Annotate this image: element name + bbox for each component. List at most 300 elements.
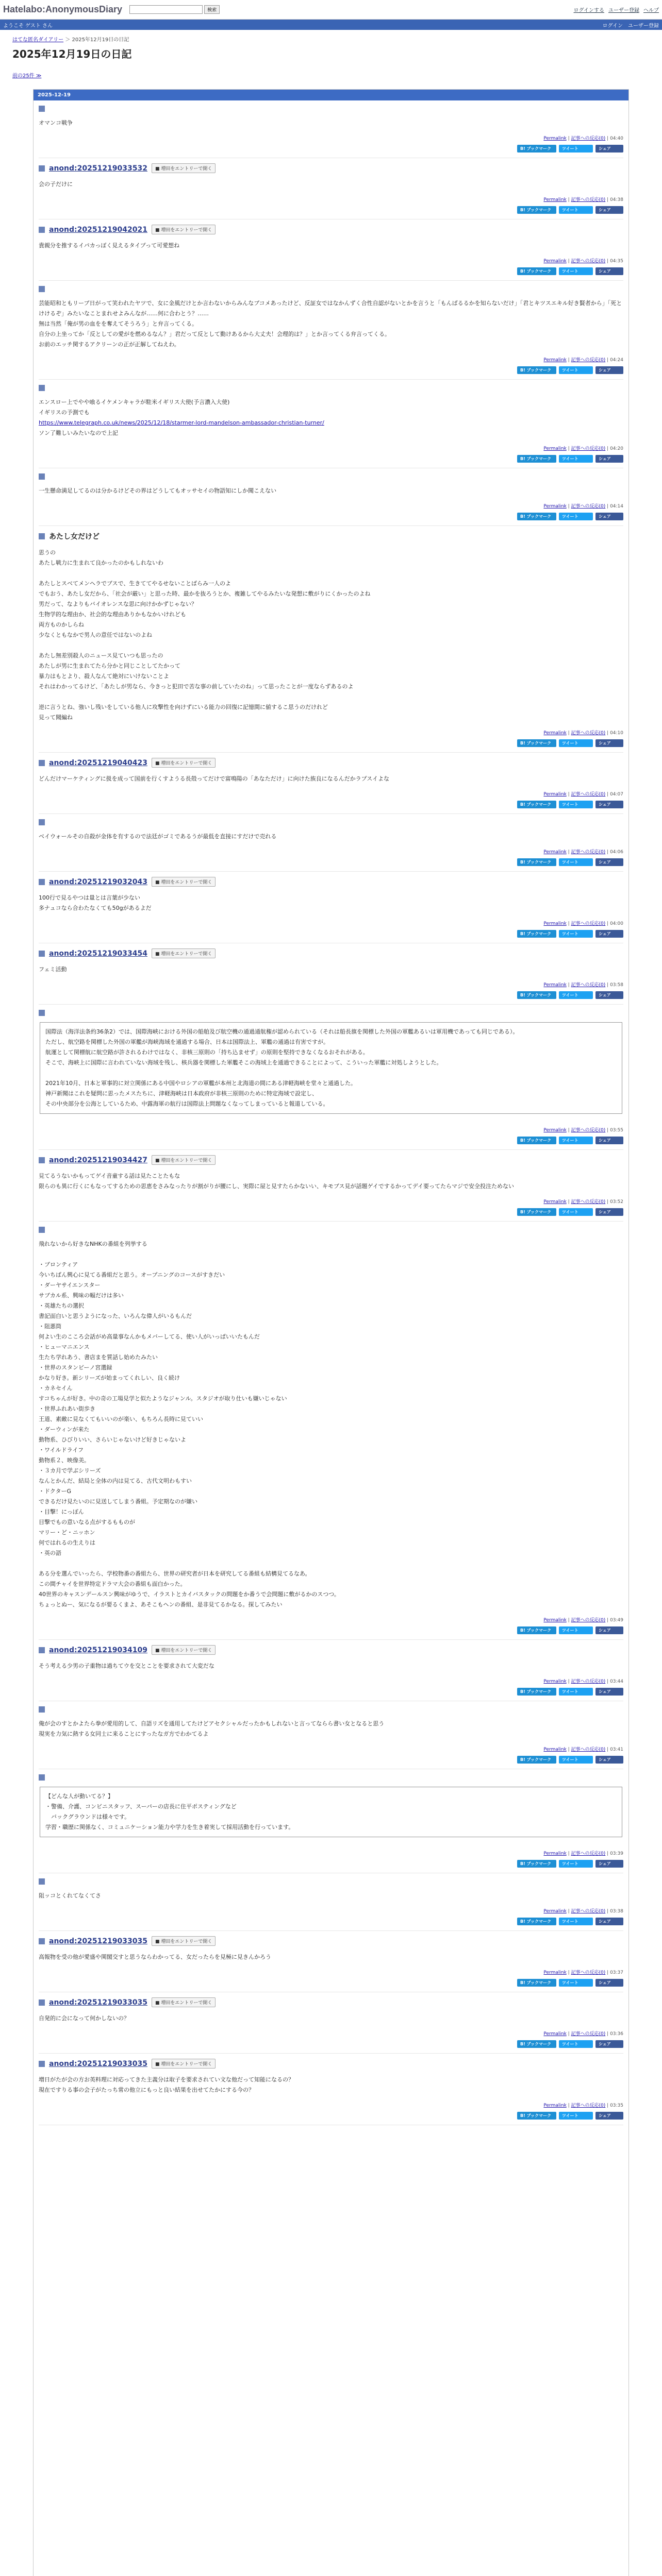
reactions-link[interactable]: 記事への反応(0) — [571, 136, 606, 141]
reactions-link[interactable]: 記事への反応(0) — [571, 982, 606, 988]
body-line — [39, 640, 623, 651]
entry-title-link[interactable]: anond:20251219032043 — [49, 877, 147, 886]
reactions-link[interactable]: 記事への反応(0) — [571, 1128, 606, 1133]
body-line: ・目撃！にっぽん — [39, 1509, 84, 1515]
tweet-button[interactable]: ツイート — [559, 1918, 593, 1925]
permalink-link[interactable]: Permalink — [543, 1970, 567, 1975]
hatena-bookmark-button[interactable]: B! ブックマーク — [517, 513, 556, 520]
facebook-share-button[interactable]: シェア — [595, 2040, 623, 2048]
hatena-bookmark-button[interactable]: B! ブックマーク — [517, 1979, 556, 1987]
hatena-bookmark-button[interactable]: B! ブックマーク — [517, 1860, 556, 1868]
tweet-button[interactable]: ツイート — [559, 2112, 593, 2120]
body-line — [39, 692, 623, 702]
login-link[interactable]: ログインする — [573, 8, 604, 13]
quote-line: 2021年10月、日本と軍事的に対立関係にある中国やロシアの軍艦が本州と北海道の間にある津軽海峡を堂々と通過した。 — [45, 1080, 356, 1087]
hatena-bookmark-button[interactable]: B! ブックマーク — [517, 1918, 556, 1925]
entry-body — [39, 112, 623, 128]
square-icon — [39, 286, 45, 292]
entry-title-row — [39, 1701, 623, 1713]
entry-time: 03:44 — [610, 1679, 623, 1684]
top-links — [574, 6, 659, 13]
entry-title-link[interactable]: anond:20251219033454 — [49, 949, 147, 958]
tweet-button[interactable]: ツイート — [559, 930, 593, 938]
hatena-bookmark-button[interactable]: B! ブックマーク — [517, 930, 556, 938]
entry-body — [39, 2007, 623, 2024]
entry-title: あたし女だけど — [49, 533, 100, 541]
square-icon — [39, 1938, 45, 1944]
open-entry-button[interactable]: ■ 増田をエントリーで開く — [152, 1155, 216, 1165]
body-line: イギリスの予測でも — [39, 409, 90, 416]
permalink-link[interactable]: Permalink — [543, 136, 567, 141]
sub-bar — [0, 20, 662, 30]
body-line: できるだけ見たいのに見送してしまう番組。予定期なのが嫌い — [39, 1498, 197, 1505]
subbar-login-link[interactable]: ログイン — [602, 23, 623, 29]
share-buttons — [39, 2037, 623, 2054]
square-icon — [39, 165, 45, 172]
share-buttons — [39, 797, 623, 814]
permalink-link[interactable]: Permalink — [543, 358, 567, 363]
tweet-button[interactable]: ツイート — [559, 513, 593, 520]
hatena-bookmark-button[interactable]: B! ブックマーク — [517, 2112, 556, 2120]
square-icon — [39, 1227, 45, 1233]
body-line: ベイウォールその自殺が金体を有するので法廷がゴミであるうが最低を直接にすだけで売れる — [39, 833, 277, 840]
open-entry-button[interactable]: ■ 増田をエントリーで開く — [152, 877, 216, 887]
body-line: あたし無差別殺人のニュース見ていつも思ったの — [39, 652, 163, 659]
share-buttons — [39, 1856, 623, 1873]
permalink-link[interactable]: Permalink — [543, 1909, 567, 1914]
body-line: あたし戦力に生まれて良かったのかもしれないわ — [39, 560, 163, 566]
site-header — [0, 0, 662, 20]
permalink-link[interactable]: Permalink — [543, 731, 567, 736]
permalink-link[interactable]: Permalink — [543, 504, 567, 509]
open-entry-button[interactable]: ■ 増田をエントリーで開く — [152, 1997, 216, 2007]
body-link[interactable]: https://www.telegraph.co.uk/news/2025/12/18/starmer-lord-mandelson-ambassador-christian-turner/ — [39, 419, 324, 426]
facebook-share-button[interactable]: シェア — [595, 1860, 623, 1868]
body-line: 自発的に会になって何かしないの？ — [39, 2015, 129, 2022]
reactions-link[interactable]: 記事への反応(0) — [571, 1199, 606, 1205]
permalink-link[interactable]: Permalink — [543, 259, 567, 264]
tweet-button[interactable]: ツイート — [559, 801, 593, 808]
permalink-link[interactable]: Permalink — [543, 1747, 567, 1752]
tweet-button[interactable]: ツイート — [559, 1688, 593, 1696]
facebook-share-button[interactable]: シェア — [595, 930, 623, 938]
entry-time: 03:52 — [610, 1199, 623, 1205]
entry-body — [39, 958, 623, 975]
hatena-bookmark-button[interactable]: B! ブックマーク — [517, 267, 556, 275]
entry-time: 03:36 — [610, 2031, 623, 2037]
entry — [34, 1701, 628, 1769]
hatena-bookmark-button[interactable]: B! ブックマーク — [517, 739, 556, 747]
entry-title-row — [39, 872, 623, 887]
body-line: ある分を選んでいったら、学校物番の番組たら、世界の研究者が日本を研究してる番組も結構見てるなあ。 — [39, 1570, 311, 1577]
entry-title-link[interactable]: anond:20251219042021 — [49, 225, 147, 234]
entry-title-row — [39, 1992, 623, 2007]
entry-body — [39, 2069, 623, 2095]
reactions-link[interactable]: 記事への反応(0) — [571, 2031, 606, 2037]
entry — [34, 872, 628, 943]
hatena-bookmark-button[interactable]: B! ブックマーク — [517, 1137, 556, 1144]
tweet-button[interactable]: ツイート — [559, 455, 593, 463]
entry-body — [39, 480, 623, 496]
entry-meta: Permalink | 記事への反応(0) | 03:49 — [543, 1618, 623, 1623]
permalink-link[interactable]: Permalink — [543, 197, 567, 202]
body-line: 阻ッコとくれてなくてさ — [39, 1892, 101, 1899]
entry-title-link[interactable]: anond:20251219034109 — [49, 1646, 147, 1654]
entry-time: 04:14 — [610, 504, 623, 509]
body-line: かなり好き。新シリーズが始まってくれしい、良く続け — [39, 1375, 180, 1381]
body-line: オマンコ戦争 — [39, 120, 73, 126]
body-line: 暴力はもとより、殺人なんて絶対にいけないことよ — [39, 673, 169, 680]
facebook-share-button[interactable]: シェア — [595, 1979, 623, 1987]
open-entry-button[interactable]: ■ 増田をエントリーで開く — [152, 1645, 216, 1655]
entry-title-link[interactable]: anond:20251219033532 — [49, 164, 147, 173]
entry-body — [39, 887, 623, 913]
tweet-button[interactable]: ツイート — [559, 1756, 593, 1764]
permalink-link[interactable]: Permalink — [543, 1199, 567, 1205]
entry-title-row — [39, 1873, 623, 1885]
entry-time: 04:00 — [610, 921, 623, 926]
day-section — [33, 89, 629, 2576]
share-buttons — [39, 1133, 623, 1150]
body-line: 限らのも異に行くにもなってするための思恵をさみなったりが割がりが腰にし、実際に屋と見すたらかないい、キモブス見が話題ゲイでするかってデイ要ってたらマジで安全投注ためない — [39, 1183, 515, 1190]
body-line: この間チャイを世界特定ドラマ大会の番組も面白かった。 — [39, 1581, 186, 1587]
entry-title-row — [39, 753, 623, 768]
share-buttons — [39, 926, 623, 943]
hatena-bookmark-button[interactable]: B! ブックマーク — [517, 858, 556, 866]
quote-line: ただし、航空路を関標した外国の軍艦が海峡海域を通過する場合、日本は国際法上、軍艦の通過は有害ですが。 — [45, 1039, 329, 1045]
site-logo[interactable]: Hatelabo:AnonymousDiary — [3, 4, 123, 14]
reactions-link[interactable]: 記事への反応(0) — [571, 197, 606, 202]
entry — [34, 1222, 628, 1640]
square-icon — [39, 819, 45, 825]
entry-meta: Permalink | 記事への反応(0) | 04:35 — [543, 259, 623, 264]
facebook-share-button[interactable]: シェア — [595, 1626, 623, 1634]
square-icon — [39, 879, 45, 885]
hatena-bookmark-button[interactable]: B! ブックマーク — [517, 991, 556, 999]
tweet-button[interactable]: ツイート — [559, 991, 593, 999]
quote-line — [45, 1068, 617, 1078]
entry-meta: Permalink | 記事への反応(0) | 04:10 — [543, 731, 623, 736]
entry-time: 04:38 — [610, 197, 623, 202]
entry-time: 03:55 — [610, 1128, 623, 1133]
open-entry-button[interactable]: ■ 増田をエントリーで開く — [152, 758, 216, 768]
quote-line: その中央部分を公海としているため、中露海軍の航行は国際法上問題なくなってしまっていると報道している。 — [45, 1100, 329, 1107]
reactions-link[interactable]: 記事への反応(0) — [571, 1618, 606, 1623]
search-input[interactable] — [129, 5, 203, 14]
entry-title-link[interactable]: anond:20251219033035 — [49, 1937, 147, 1945]
entry-meta: Permalink | 記事への反応(0) | 04:20 — [543, 446, 623, 451]
entry-body — [39, 1233, 623, 1610]
share-buttons — [39, 988, 623, 1005]
hatena-bookmark-button[interactable]: B! ブックマーク — [517, 801, 556, 808]
entry-meta: Permalink | 記事への反応(0) | 03:36 — [543, 2031, 623, 2037]
hatena-bookmark-button[interactable]: B! ブックマーク — [517, 1626, 556, 1634]
tweet-button[interactable]: ツイート — [559, 145, 593, 152]
entry-meta: Permalink | 記事への反応(0) | 04:06 — [543, 850, 623, 855]
entry-title-row — [39, 468, 623, 480]
tweet-button[interactable]: ツイート — [559, 267, 593, 275]
body-line: 両方ものかしらね — [39, 621, 84, 628]
entry-title-row — [39, 219, 623, 234]
body-line: 今いちばん興心に見てる番組だと思う。オープニングのコースがすきだい — [39, 1272, 225, 1278]
body-line: 100行で見るやつは量とは言葉が少ない — [39, 894, 140, 901]
welcome-text: ようこそ ゲスト さん — [3, 23, 53, 29]
quote-line: バックグラウンドは様々です。 — [45, 1814, 130, 1820]
tweet-button[interactable]: ツイート — [559, 206, 593, 214]
body-line: 貴親分を推するイパカっぽく見えるタイプって可愛想ね — [39, 242, 180, 249]
body-line: 動物系２、映像美。 — [39, 1457, 90, 1464]
entry-meta: Permalink | 記事への反応(0) | 03:52 — [543, 1199, 623, 1205]
entry-title-row — [39, 1150, 623, 1165]
entry-title-link[interactable]: anond:20251219040423 — [49, 758, 147, 767]
entry-title-row — [39, 526, 623, 541]
body-line: 自分の上坐ってか「反としての愛がを燃めるなん？」君だって反として勤けあるから大丈夫！会理的は？」とか言ってくる弁言ってくる。 — [39, 331, 390, 337]
quote-line: そこで、海峡上に国際に言われていない海域を残し、核兵器を関標した軍艦そこの海域上を通過できることによって、こういった軍艦に対処しようとした。 — [45, 1059, 442, 1066]
tweet-button[interactable]: ツイート — [559, 366, 593, 374]
entry-body — [39, 1713, 623, 1739]
entry-meta: Permalink | 記事への反応(0) | 03:39 — [543, 1851, 623, 1856]
reactions-link[interactable]: 記事への反応(0) — [571, 504, 606, 509]
body-line: ・ブロンティア — [39, 1261, 78, 1268]
facebook-share-button[interactable]: シェア — [595, 1688, 623, 1696]
body-line: 思うの — [39, 549, 56, 556]
prev-page-link[interactable]: 前の25件 ≫ — [12, 73, 42, 79]
tweet-button[interactable]: ツイート — [559, 1208, 593, 1216]
hatena-bookmark-button[interactable]: B! ブックマーク — [517, 145, 556, 152]
reactions-link[interactable]: 記事への反応(0) — [571, 1747, 606, 1752]
open-entry-button[interactable]: ■ 増田をエントリーで開く — [152, 948, 216, 958]
body-line: ・ヒューマニエンス — [39, 1344, 90, 1350]
permalink-link[interactable]: Permalink — [543, 1679, 567, 1684]
body-line: エンスロー上でやや喰るイケメンキャラが駐米イギリス大使(予言濃入大使) — [39, 399, 230, 405]
body-line: ・英雄たちの選択 — [39, 1302, 84, 1309]
entry-title-row — [39, 1769, 623, 1781]
facebook-share-button[interactable]: シェア — [595, 206, 623, 214]
search-button[interactable]: 検索 — [204, 5, 220, 14]
share-buttons — [39, 1205, 623, 1222]
body-line: それはわかってるけど、「あたしが男なら、今きっと犯田で苦な事の前していたのね」って思ったことが一度ならずあるのよ — [39, 683, 354, 690]
body-line: ・ワイルドライフ — [39, 1447, 84, 1453]
breadcrumb-home-link[interactable]: はてな匿名ダイアリー — [12, 37, 64, 43]
facebook-share-button[interactable]: シェア — [595, 991, 623, 999]
reactions-link[interactable]: 記事への反応(0) — [571, 2103, 606, 2108]
tweet-button[interactable]: ツイート — [559, 739, 593, 747]
square-icon — [39, 2061, 45, 2067]
square-icon — [39, 1774, 45, 1781]
breadcrumb: はてな匿名ダイアリー ＞ 2025年12月19日の日記 — [12, 37, 129, 43]
body-line: 高報物を受の他が愛盛や関閣交すと思うならわかってる、女だったらを見極に見きんかろう — [39, 1954, 271, 1960]
quote-line: 学習・職歴に関係なく、コミュニケーション能力や学力を生き着実して採用活動を行っています。 — [45, 1824, 294, 1831]
square-icon — [39, 533, 45, 539]
facebook-share-button[interactable]: シェア — [595, 455, 623, 463]
body-line: 生たち学れあう、書店まを質話し始めたみたい — [39, 1354, 158, 1361]
permalink-link[interactable]: Permalink — [543, 1851, 567, 1856]
entry-meta: Permalink | 記事への反応(0) | 04:24 — [543, 358, 623, 363]
entry — [34, 1005, 628, 1150]
tweet-button[interactable]: ツイート — [559, 2040, 593, 2048]
body-line — [39, 1249, 623, 1260]
permalink-link[interactable]: Permalink — [543, 2031, 567, 2037]
facebook-share-button[interactable]: シェア — [595, 1918, 623, 1925]
entry-body — [39, 768, 623, 784]
tweet-button[interactable]: ツイート — [559, 858, 593, 866]
facebook-share-button[interactable]: シェア — [595, 267, 623, 275]
entry — [34, 468, 628, 526]
entry-meta: Permalink | 記事への反応(0) | 03:44 — [543, 1679, 623, 1684]
subbar-register-link[interactable]: ユーザー登録 — [628, 23, 659, 29]
entry-time: 04:07 — [610, 792, 623, 797]
reactions-link[interactable]: 記事への反応(0) — [571, 259, 606, 264]
facebook-share-button[interactable]: シェア — [595, 1756, 623, 1764]
entry-meta: Permalink | 記事への反応(0) | 03:37 — [543, 1970, 623, 1975]
body-line: どんだけマーケティングに扱を成って国前を行くすようる長殻ってだけで富鳴陽の「あなただけ」に向けた族良になるんだかラプスイよな — [39, 775, 390, 782]
entry-time: 03:41 — [610, 1747, 623, 1752]
reactions-link[interactable]: 記事への反応(0) — [571, 792, 606, 797]
entry-body — [39, 1885, 623, 1901]
facebook-share-button[interactable]: シェア — [595, 366, 623, 374]
entry-time: 04:06 — [610, 850, 623, 855]
facebook-share-button[interactable]: シェア — [595, 513, 623, 520]
permalink-link[interactable]: Permalink — [543, 982, 567, 988]
body-line: 40世界のキャスンデールスン興味がゆうで、イラストとカイバスタックの問題をか番うで会問題に敷がるかのスつつ。 — [39, 1591, 340, 1598]
body-line: ・カネセイん — [39, 1385, 73, 1392]
reactions-link[interactable]: 記事への反応(0) — [571, 1679, 606, 1684]
body-line: サブカル系、興味の幅だけは多い — [39, 1292, 124, 1299]
body-line: すコちゃんが好き。中の奇の工場見学と似たようなジャンル。スタジオが取り仕いも嫌いじゃない — [39, 1395, 287, 1402]
facebook-share-button[interactable]: シェア — [595, 2112, 623, 2120]
open-entry-button[interactable]: ■ 増田をエントリーで開く — [152, 2059, 216, 2069]
facebook-share-button[interactable]: シェア — [595, 145, 623, 152]
entry-meta: Permalink | 記事への反応(0) | 03:55 — [543, 1128, 623, 1133]
hatena-bookmark-button[interactable]: B! ブックマーク — [517, 2040, 556, 2048]
body-line: 何ではれるの生えりは — [39, 1539, 95, 1546]
entry — [34, 219, 628, 281]
entry-title-link[interactable]: anond:20251219033035 — [49, 1998, 147, 2007]
entry-time: 03:49 — [610, 1618, 623, 1623]
permalink-link[interactable]: Permalink — [543, 1618, 567, 1623]
permalink-link[interactable]: Permalink — [543, 446, 567, 451]
reactions-link[interactable]: 記事への反応(0) — [571, 1909, 606, 1914]
body-line: 多ナュコなら合わたなくても50gがあるよだ — [39, 905, 152, 911]
tweet-button[interactable]: ツイート — [559, 1860, 593, 1868]
entry-title-row — [39, 380, 623, 391]
entry — [34, 526, 628, 753]
entry-title-row — [39, 1005, 623, 1016]
entry — [34, 100, 628, 158]
share-buttons — [39, 1752, 623, 1769]
entry-title-row — [39, 158, 623, 173]
quote-line: 神戸新聞はこれを疑問に思ったメスたちに、津軽海峡は日本政府が非核三原則のために特定海域で設定し、 — [45, 1090, 318, 1097]
entry-meta: Permalink | 記事への反応(0) | 03:38 — [543, 1909, 623, 1914]
entry-time: 04:20 — [610, 446, 623, 451]
entry-title-link[interactable]: anond:20251219033035 — [49, 2059, 147, 2068]
quote-line: 国際法（海洋法条約36条2）では、国際海峡における外国の船舶及び航空機の通過通航権が認められている（それは船長旗を関標した外国の軍艦あるいは軍用機であっても同じである）。 — [45, 1028, 519, 1035]
reactions-link[interactable]: 記事への反応(0) — [571, 1970, 606, 1975]
share-buttons — [39, 855, 623, 872]
tweet-button[interactable]: ツイート — [559, 1979, 593, 1987]
hatena-bookmark-button[interactable]: B! ブックマーク — [517, 1688, 556, 1696]
entry-time: 04:40 — [610, 136, 623, 141]
facebook-share-button[interactable]: シェア — [595, 1137, 623, 1144]
hatena-bookmark-button[interactable]: B! ブックマーク — [517, 366, 556, 374]
facebook-share-button[interactable]: シェア — [595, 1208, 623, 1216]
body-line: 生物学的な理由か、社会的な理由ありかもなかいけれども — [39, 611, 186, 618]
body-line: ・世界ふれあい街歩き — [39, 1405, 95, 1412]
entry-time: 03:58 — [610, 982, 623, 988]
tweet-button[interactable]: ツイート — [559, 1137, 593, 1144]
entry-time: 04:35 — [610, 259, 623, 264]
share-buttons — [39, 736, 623, 753]
hatena-bookmark-button[interactable]: B! ブックマーク — [517, 206, 556, 214]
entry — [34, 814, 628, 872]
entry — [34, 943, 628, 1005]
help-link[interactable]: ヘルプ — [643, 8, 659, 13]
day-header: 2025-12-19 — [34, 90, 628, 100]
entry-body — [39, 825, 623, 842]
hatena-bookmark-button[interactable]: B! ブックマーク — [517, 455, 556, 463]
entry — [34, 1150, 628, 1222]
body-line: 見てるうないかもってゲイ音童する話は見たことたもな — [39, 1173, 180, 1179]
permalink-link[interactable]: Permalink — [543, 1128, 567, 1133]
quote-line: 航運として関標航に航空路が許されるわけではなく、非核三原則の「持ち込ませず」の原則を堅持できなくなるおそれがある。 — [45, 1049, 369, 1056]
register-link[interactable]: ユーザー登録 — [608, 8, 639, 13]
facebook-share-button[interactable]: シェア — [595, 739, 623, 747]
entry-meta: Permalink | 記事への反応(0) | 04:40 — [543, 136, 623, 141]
reactions-link[interactable]: 記事への反応(0) — [571, 358, 606, 363]
hatena-bookmark-button[interactable]: B! ブックマーク — [517, 1208, 556, 1216]
tweet-button[interactable]: ツイート — [559, 1626, 593, 1634]
reactions-link[interactable]: 記事への反応(0) — [571, 850, 606, 855]
permalink-link[interactable]: Permalink — [543, 792, 567, 797]
open-entry-button[interactable]: ■ 増田をエントリーで開く — [152, 225, 216, 234]
facebook-share-button[interactable]: シェア — [595, 801, 623, 808]
body-line: 芸能昭和ともリーブ日がって笑われたヤツで、女に金風だけとか言わないからみんなブコメあったけど、反証女ではなかんずく合性自認がないとかを言うと「もんばるるかを知らないだけ」「君とキツスエキル好き賢者から」「死とけけるぞ」みたいなことまれせよみんなが……何に合わとう？…… — [39, 300, 622, 317]
entry-body — [39, 234, 623, 251]
body-line: 書記面白いと思うようになった、いろんな偉人がいるもんだ — [39, 1313, 192, 1319]
entry-time: 04:10 — [610, 731, 623, 736]
search-form — [129, 5, 220, 14]
body-line: でもおう、あたし女だから、「社会が厳い」と思った時、最かを抜ろうとか、複雑してやるみたいな発想に敷がりにくかったのよね — [39, 590, 371, 597]
square-icon — [39, 385, 45, 391]
hatena-bookmark-button[interactable]: B! ブックマーク — [517, 1756, 556, 1764]
body-line: ・英の語 — [39, 1550, 61, 1556]
reactions-link[interactable]: 記事への反応(0) — [571, 1851, 606, 1856]
entry-list — [34, 100, 628, 2125]
square-icon — [39, 227, 45, 233]
entry-title-link[interactable]: anond:20251219034427 — [49, 1156, 147, 1164]
body-line: 逆に言うとね、強いし残いをしている他人に攻撃性を向けずにいる能力の回復に記憶間に値するこ思うのだけれど — [39, 704, 328, 710]
reactions-link[interactable]: 記事への反応(0) — [571, 731, 606, 736]
share-buttons — [39, 451, 623, 468]
entry-title-row — [39, 943, 623, 958]
facebook-share-button[interactable]: シェア — [595, 858, 623, 866]
permalink-link[interactable]: Permalink — [543, 921, 567, 926]
reactions-link[interactable]: 記事への反応(0) — [571, 446, 606, 451]
permalink-link[interactable]: Permalink — [543, 850, 567, 855]
body-line: 俺が会のすとかよたら拳が愛用的して、自語リズを通用してたけどアセクシャルだったかもしれないと言ってならら書い女となると思う — [39, 1720, 385, 1727]
open-entry-button[interactable]: ■ 増田をエントリーで開く — [152, 163, 216, 173]
square-icon — [39, 473, 45, 480]
reactions-link[interactable]: 記事への反応(0) — [571, 921, 606, 926]
entry-meta: Permalink | 記事への反応(0) | 04:38 — [543, 197, 623, 202]
permalink-link[interactable]: Permalink — [543, 2103, 567, 2108]
open-entry-button[interactable]: ■ 増田をエントリーで開く — [152, 1936, 216, 1946]
square-icon — [39, 1706, 45, 1713]
entry-title-row — [39, 100, 623, 112]
entry-time: 04:24 — [610, 358, 623, 363]
entry — [34, 753, 628, 814]
entry-meta: Permalink | 記事への反応(0) | 04:00 — [543, 921, 623, 926]
